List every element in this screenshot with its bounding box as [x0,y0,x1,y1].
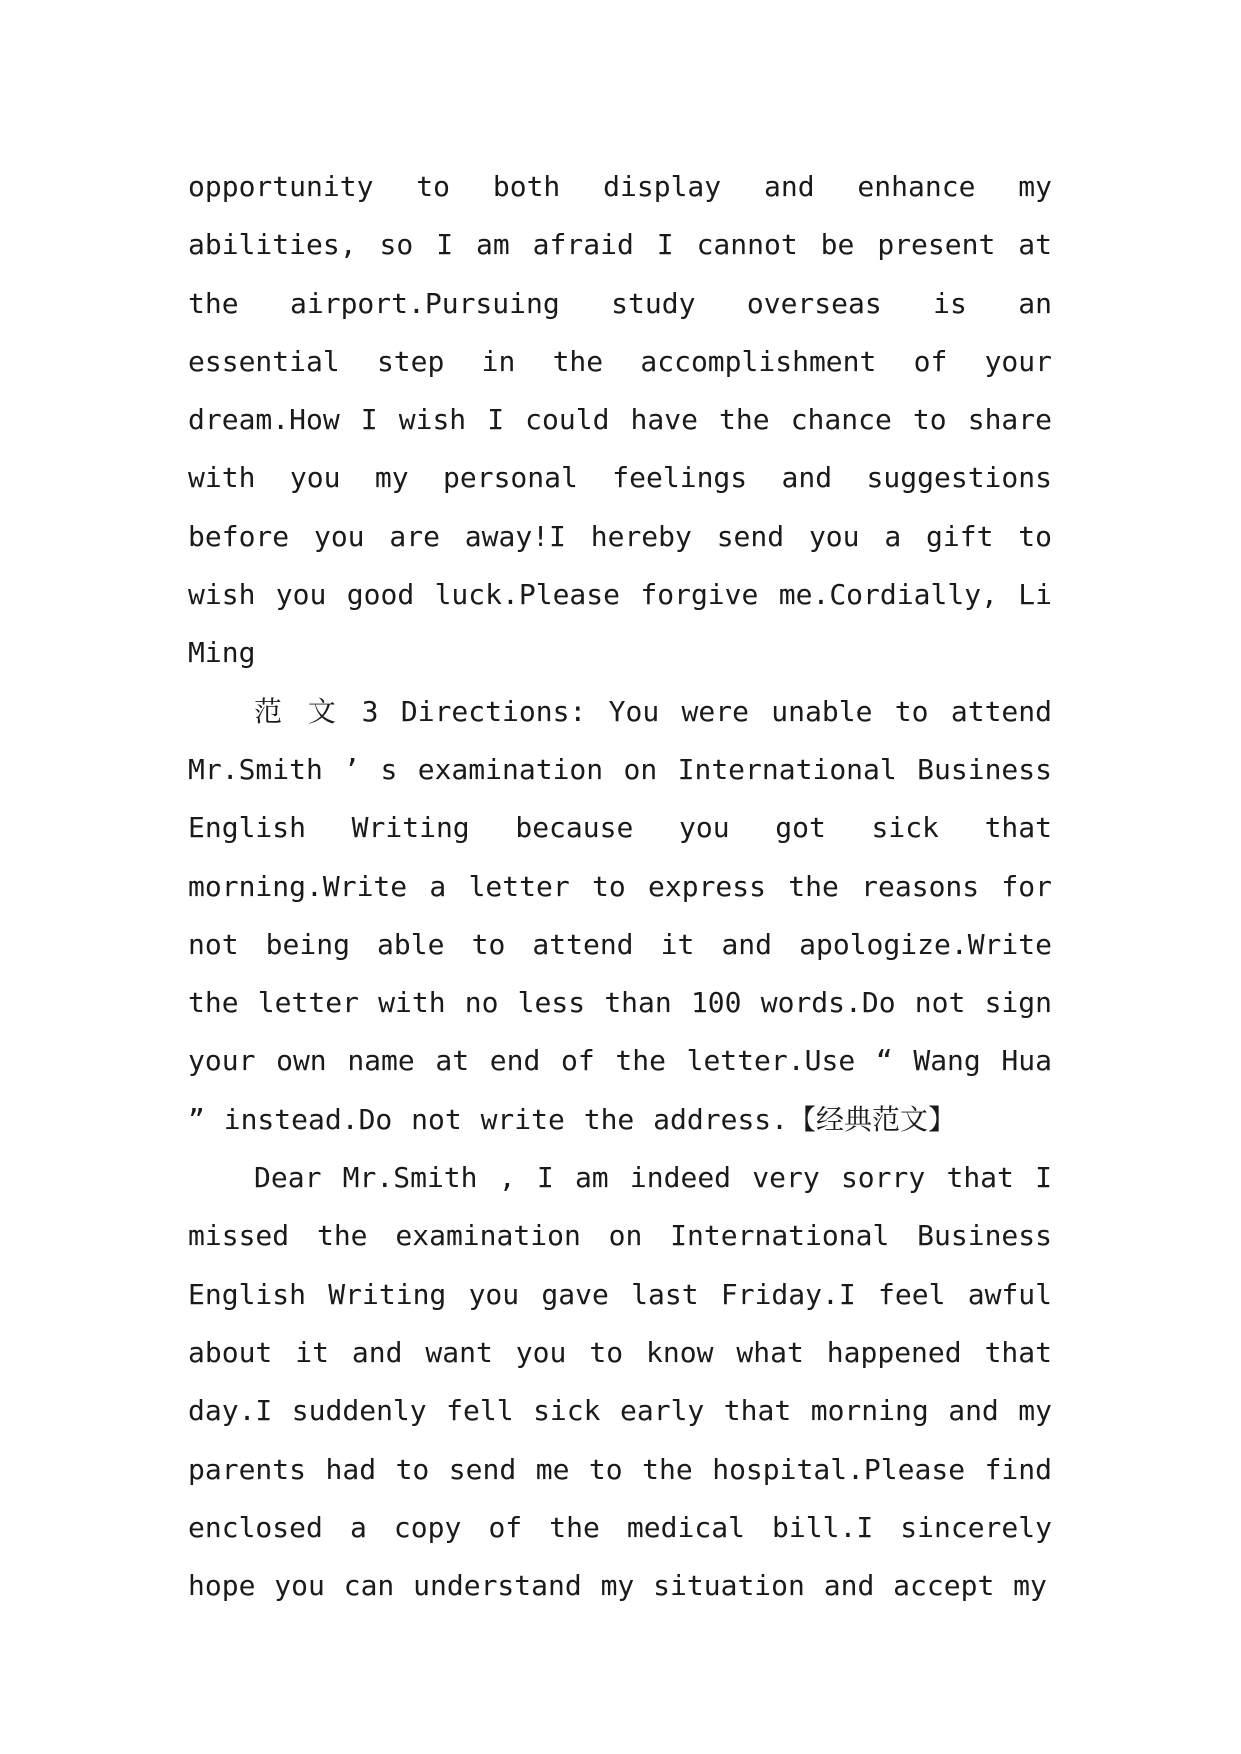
body-paragraph-continuation: opportunity to both display and enhance my abilities, so I am afraid I cannot be present at the airport.Pursuing study overseas is an essential step in the accomplishment of your dream.How I wish I could have the chance to share with you my personal feelings and suggestions before you are away!I hereby send you a gift to wish you good luck.Please forgive me.Cordially, Li Ming [188,170,1052,670]
body-paragraph-letter: Dear Mr.Smith , I am indeed very sorry that I missed the examination on International Business English Writing you gave last Friday.I feel awful about it and want you to know what happened that day.I suddenly fell sick early that morning and my parents had to send me to the hospital.Please find enclosed a copy of the medical bill.I sincerely hope you can understand my situation and accept my [188,1161,1052,1603]
document-page [188,158,1052,1615]
body-paragraph-directions: 范 文 3 Directions: You were unable to attend Mr.Smith ’ s examination on International Business English Writing because you got sick that morning.Write a letter to express the reasons for not being able to attend it and apologize.Write the letter with no less than 100 words.Do not sign your own name at end of the letter.Use “ Wang Hua ” instead.Do not write the address.【经典范文】 [188,694,1052,1136]
